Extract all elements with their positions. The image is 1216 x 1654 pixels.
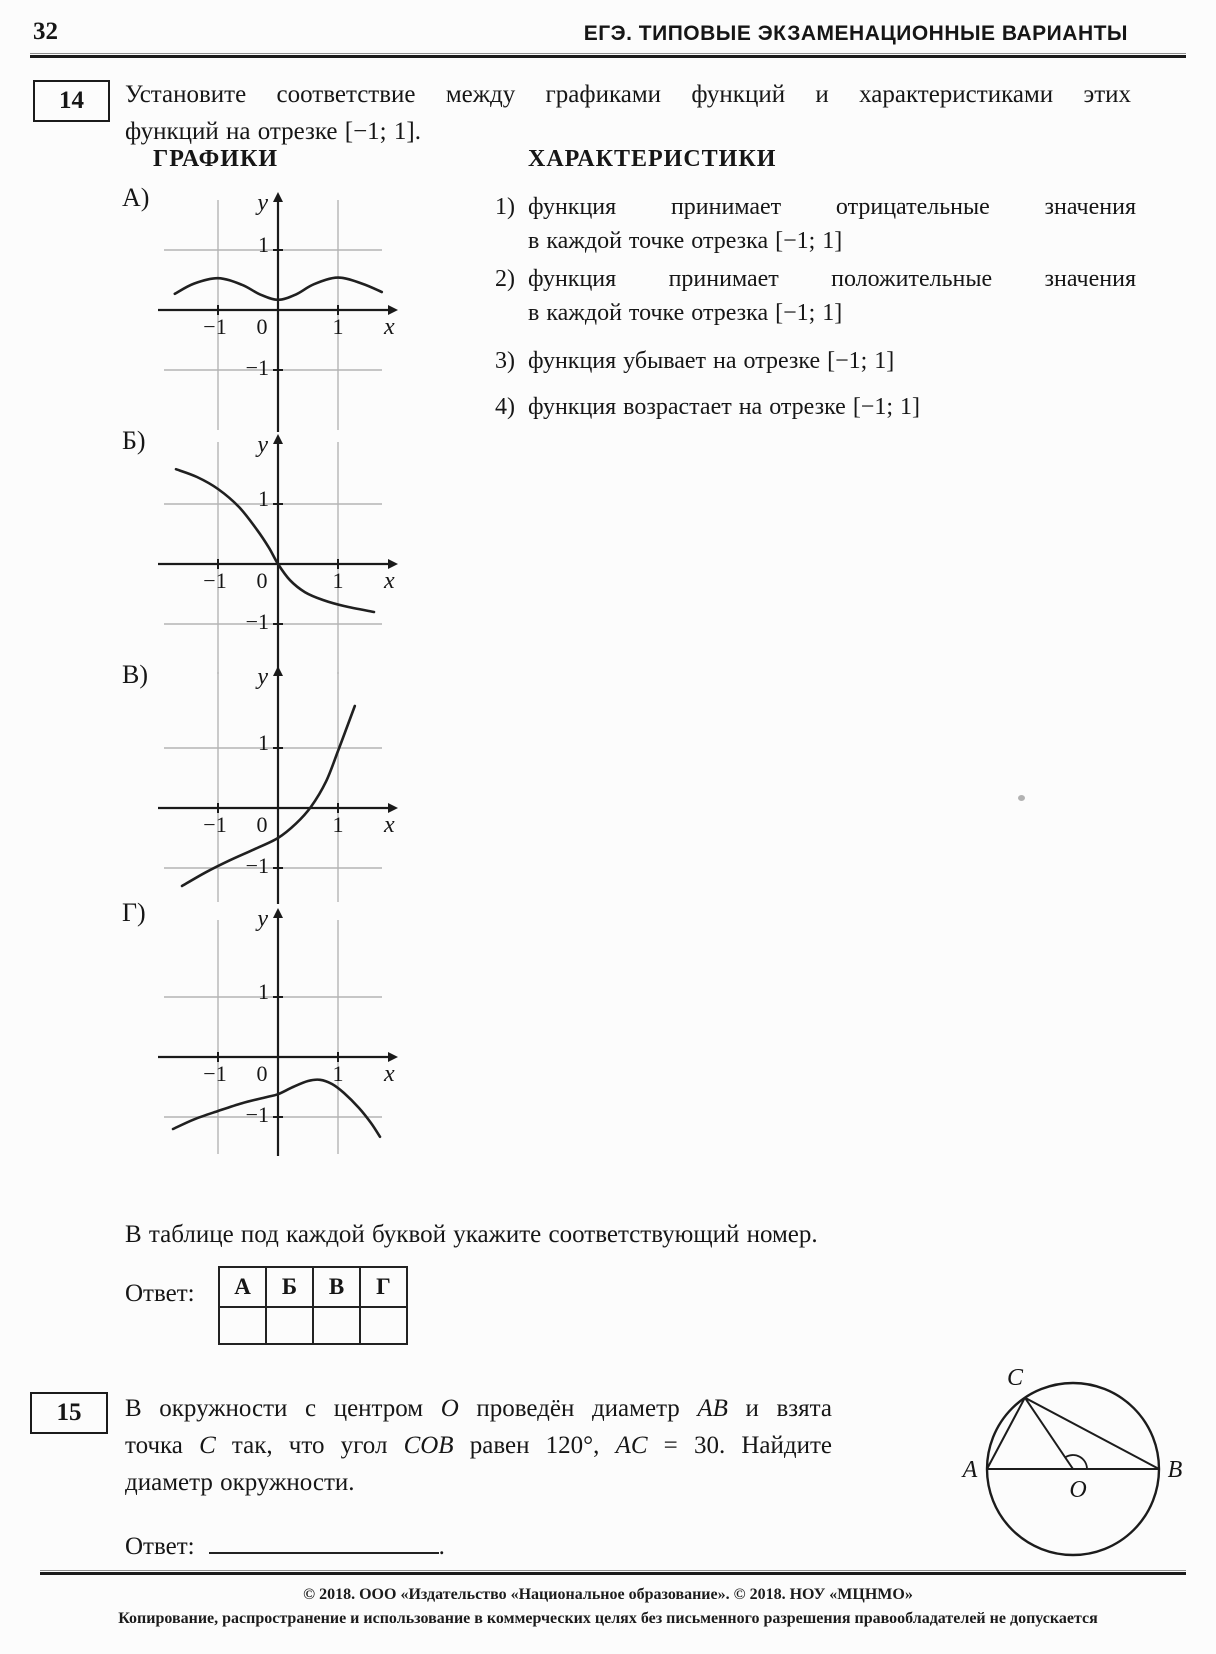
answer-cell-v[interactable]: [313, 1307, 360, 1344]
footer-notice: Копирование, распространение и использование в коммерческих целях без письменного разрешения правообладателей не допускается: [118, 1610, 1098, 1627]
y-axis-arrow-icon: [273, 908, 283, 918]
ytick-1: 1: [258, 730, 269, 755]
problem-14-number: 14: [59, 87, 84, 114]
graph-a-label: А): [122, 183, 150, 212]
y-axis-label: y: [257, 432, 268, 458]
characteristic-2-line2: в каждой точке отрезка [−1; 1]: [528, 300, 843, 326]
header-rule: [30, 53, 1186, 58]
circle-figure: [912, 1333, 1212, 1568]
ytick-1: 1: [258, 232, 269, 257]
graphs-column-title: ГРАФИКИ: [153, 146, 279, 172]
characteristic-1-line2: в каждой точке отрезка [−1; 1]: [528, 228, 843, 254]
graph-v: [148, 658, 448, 908]
y-axis-label: y: [257, 664, 268, 690]
graph-g-label: Г): [122, 898, 146, 927]
tick-0: 0: [256, 568, 268, 593]
characteristic-3: [495, 344, 1136, 378]
characteristic-2-number: 2): [495, 266, 515, 292]
answer-table: [218, 1266, 408, 1345]
graph-b-label: Б): [122, 426, 146, 455]
answer-14-label: Ответ:: [125, 1280, 195, 1307]
point-b-label: B: [1167, 1457, 1183, 1483]
y-axis-arrow-icon: [273, 192, 283, 202]
table-instruction: В таблице под каждой буквой укажите соответствующий номер.: [125, 1221, 818, 1248]
characteristic-1-number: 1): [495, 194, 515, 220]
header-title: ЕГЭ. ТИПОВЫЕ ЭКЗАМЕНАЦИОННЫЕ ВАРИАНТЫ: [583, 22, 1128, 45]
x-axis-label: x: [384, 1061, 395, 1087]
graph-a: [148, 182, 448, 438]
ytick-1: 1: [258, 486, 269, 511]
characteristic-4: [495, 390, 1136, 424]
chord-ca: [987, 1398, 1025, 1469]
ytick-1: 1: [258, 979, 269, 1004]
problem-14-statement: [125, 76, 1131, 150]
problem-15-number-box: [30, 1392, 108, 1434]
characteristic-2: [495, 262, 1136, 330]
tick-1: 1: [332, 812, 344, 837]
y-axis-label: y: [257, 906, 268, 932]
characteristic-4-number: 4): [495, 394, 515, 420]
tick-0: 0: [256, 812, 268, 837]
problem-15-number: 15: [56, 1399, 82, 1426]
problem-14-number-box: [33, 80, 110, 122]
problem-15-statement: [125, 1390, 832, 1501]
y-axis-arrow-icon: [273, 666, 283, 676]
tick-1: 1: [332, 1061, 344, 1086]
characteristic-3-number: 3): [495, 348, 515, 374]
answer-header-v: В: [313, 1267, 360, 1307]
answer-15-row: [125, 1528, 445, 1561]
tick-0: 0: [256, 314, 268, 339]
page-number: 32: [33, 18, 58, 45]
problem-15-line-3: диаметр окружности.: [125, 1469, 355, 1496]
answer-cell-a[interactable]: [219, 1307, 266, 1344]
ytick-minus1: −1: [245, 1102, 269, 1127]
x-axis-label: x: [384, 812, 395, 838]
answer-header-a: А: [219, 1267, 266, 1307]
answer-cell-g[interactable]: [360, 1307, 407, 1344]
characteristics-list: [495, 190, 1136, 424]
point-c-label: C: [1006, 1365, 1024, 1391]
ytick-minus1: −1: [245, 609, 269, 634]
characteristic-3-line1: функция убывает на отрезке [−1; 1]: [528, 348, 895, 374]
scan-artifact-dot: [1018, 795, 1025, 801]
tick-1: 1: [332, 314, 344, 339]
answer-header-g: Г: [360, 1267, 407, 1307]
answer-15-period: .: [438, 1533, 445, 1560]
x-axis-label: x: [384, 568, 395, 594]
radius-co: [1025, 1398, 1073, 1469]
graph-v-label: В): [122, 660, 148, 689]
y-axis-arrow-icon: [273, 434, 283, 444]
tick-minus1: −1: [203, 812, 227, 837]
problem-15-line-1: В окружности с центром O проведён диаметр AB и взята: [125, 1395, 832, 1422]
characteristics-column-title: ХАРАКТЕРИСТИКИ: [528, 146, 777, 172]
center-o-label: O: [1069, 1477, 1087, 1503]
characteristic-2-line1: функция принимает положительные значения: [528, 266, 1136, 292]
graph-g: [148, 894, 448, 1162]
tick-minus1: −1: [203, 314, 227, 339]
characteristic-4-line1: функция возрастает на отрезке [−1; 1]: [528, 394, 920, 420]
tick-minus1: −1: [203, 568, 227, 593]
graph-g-curve: [173, 1080, 380, 1137]
graph-b: [148, 424, 448, 680]
answer-cell-b[interactable]: [266, 1307, 313, 1344]
characteristic-1: [495, 190, 1136, 258]
characteristic-1-line1: функция принимает отрицательные значения: [528, 194, 1136, 220]
statement-line-1: Установите соответствие между графиками функций и характеристиками этих: [125, 81, 1131, 108]
point-a-label: A: [962, 1457, 978, 1483]
statement-line-2: функций на отрезке [−1; 1].: [125, 118, 421, 145]
footer-copyright: © 2018. ООО «Издательство «Национальное образование». © 2018. НОУ «МЦНМО»: [303, 1586, 913, 1603]
y-axis-label: y: [257, 190, 268, 216]
tick-1: 1: [332, 568, 344, 593]
ytick-minus1: −1: [245, 355, 269, 380]
ytick-minus1: −1: [245, 853, 269, 878]
tick-minus1: −1: [203, 1061, 227, 1086]
answer-15-label: Ответ:: [125, 1533, 195, 1560]
chord-cb: [1025, 1398, 1159, 1469]
answer-15-blank[interactable]: [209, 1528, 439, 1554]
x-axis-label: x: [384, 314, 395, 340]
footer-rule: [40, 1570, 1186, 1575]
problem-15-line-2: точка C так, что угол COB равен 120°, AC = 30. Найдите: [125, 1432, 833, 1459]
answer-table-header-row: [219, 1267, 407, 1307]
answer-header-b: Б: [266, 1267, 313, 1307]
tick-0: 0: [256, 1061, 268, 1086]
answer-table-value-row: [219, 1307, 407, 1344]
